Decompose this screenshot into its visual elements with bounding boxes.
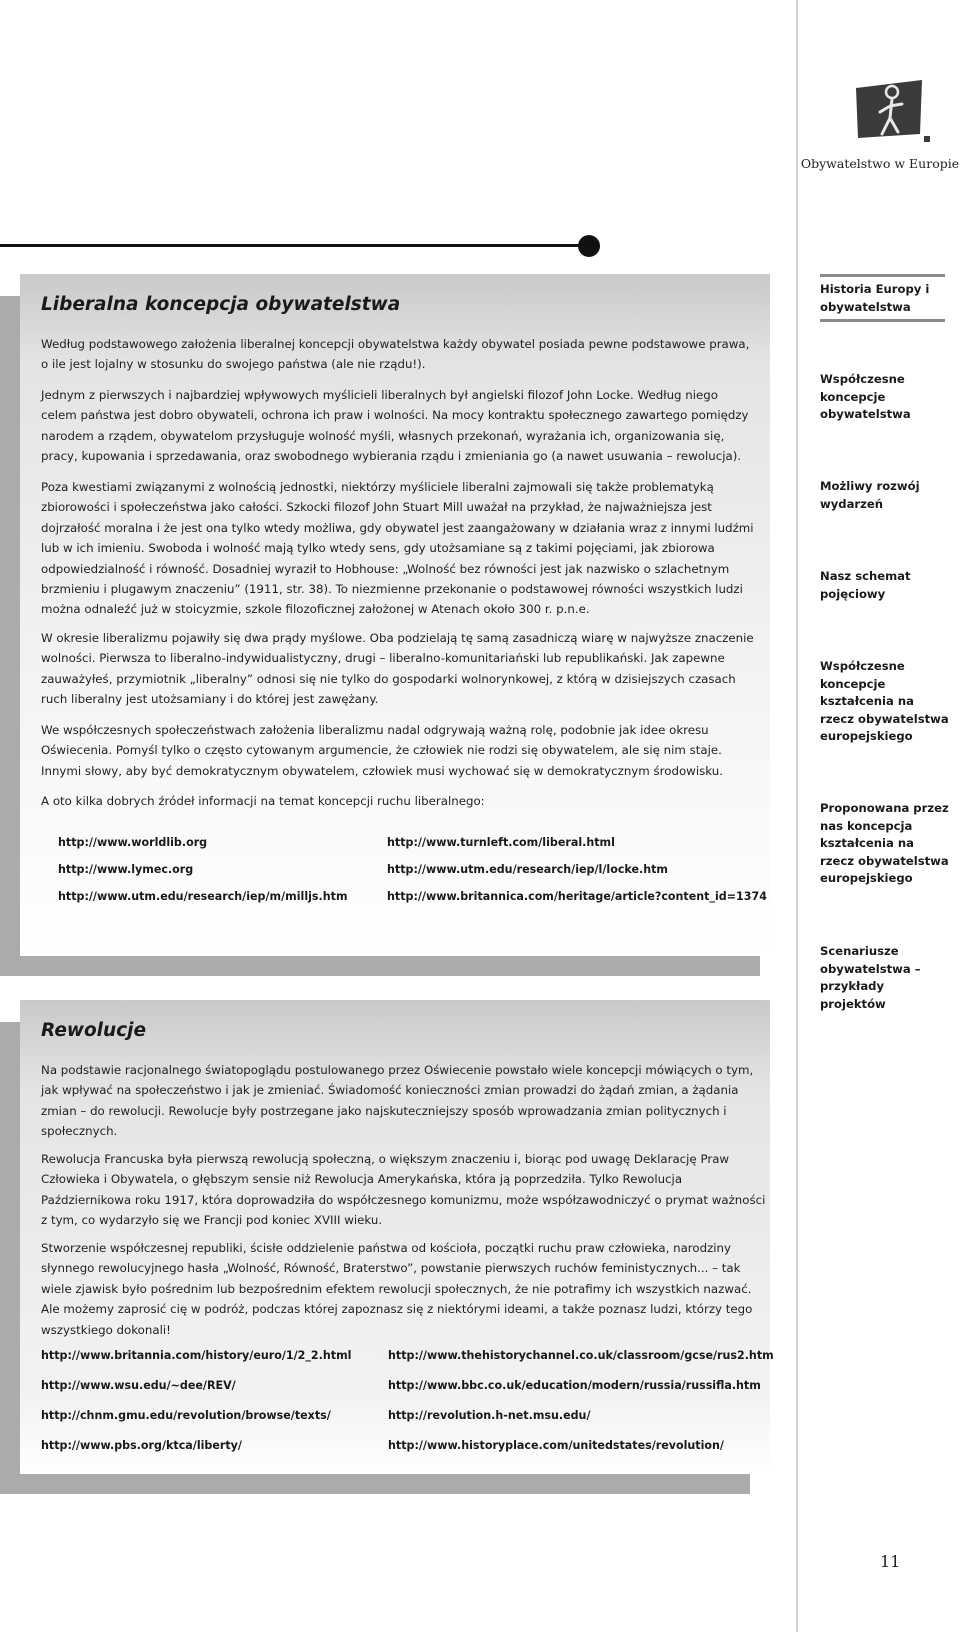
- brand-title: Obywatelstwo w Europie: [800, 156, 960, 171]
- sidebar-active-rule-top: [820, 274, 945, 277]
- paragraph: W okresie liberalizmu pojawiły się dwa prądy myślowe. Oba podzielają tę samą zasadniczą wiarę w najwyższe znaczenie wolności. Pierwsza to liberalno-indywidualistyczny, drugi – liberalno-komunitariański lub republikański. Jak zapewne zauważyłeś, przymiotnik „liberalny” odnosi się nie tylko do gospodarki wolnorynkowej, z którą w dzisiejszych czasach ruch liberalny jest utożsamiany i do której jest zawężany.: [41, 631, 754, 707]
- sidebar-item-education-concepts[interactable]: Współczesne koncepcje kształcenia na rzecz obywatelstwa europejskiego: [820, 659, 949, 744]
- margin-divider-line: [796, 0, 798, 1632]
- sidebar-item-proposed-concept[interactable]: Proponowana przez nas koncepcja kształcenia na rzecz obywatelstwa europejskiego: [820, 801, 949, 886]
- resource-link[interactable]: http://www.britannia.com/history/euro/1/2_2.html: [41, 1349, 352, 1362]
- resource-link[interactable]: http://www.turnleft.com/liberal.html: [387, 836, 615, 849]
- resource-link[interactable]: http://www.bbc.co.uk/education/modern/russia/russifla.htm: [388, 1379, 761, 1392]
- paragraph: Według podstawowego założenia liberalnej koncepcji obywatelstwa każdy obywatel posiada pewne podstawowe prawa, o ile jest lojalny w stosunku do swojego państwa (ale nie rządu!).: [41, 337, 750, 372]
- liberal-citizenship-panel: [20, 274, 770, 956]
- resource-link[interactable]: http://www.utm.edu/research/iep/l/locke.htm: [387, 863, 668, 876]
- resource-link[interactable]: http://www.lymec.org: [58, 863, 194, 876]
- section-rule: [0, 244, 580, 247]
- sidebar-item-conceptual-scheme[interactable]: Nasz schemat pojęciowy: [820, 569, 911, 601]
- resource-link[interactable]: http://www.worldlib.org: [58, 836, 208, 849]
- sidebar-item-history[interactable]: Historia Europy i obywatelstwa: [820, 282, 930, 314]
- paragraph: Stworzenie współczesnej republiki, ścisłe oddzielenie państwa od kościoła, początki ruchu praw człowieka, narodziny słynnego rewolucyjnego hasła „Wolność, Równość, Braterstwo”, powstanie pierwszych ruchów feministycznych... – tak wiele zjawisk było pośrednim lub bezpośrednim efektem rewolucji społecznych, że nie potrafimy ich wszystkich nazwać. Ale możemy zaprosić cię w podróż, podczas której zapoznasz się z niektórymi ideami, a także poznasz ludzi, którzy tego wszystkiego dokonali!: [41, 1241, 753, 1337]
- resource-link[interactable]: http://chnm.gmu.edu/revolution/browse/texts/: [41, 1409, 331, 1422]
- resource-link[interactable]: http://www.thehistorychannel.co.uk/classroom/gcse/rus2.htm: [388, 1349, 774, 1362]
- page-number: 11: [880, 1552, 901, 1571]
- section-title: Rewolucje: [41, 1020, 147, 1041]
- section-title: Liberalna koncepcja obywatelstwa: [41, 294, 401, 315]
- paragraph: A oto kilka dobrych źródeł informacji na temat koncepcji ruchu liberalnego:: [41, 794, 485, 808]
- section-rule-dot: [578, 235, 600, 257]
- citizenship-logo-icon: [854, 78, 934, 144]
- paragraph: Na podstawie racjonalnego światopoglądu postulowanego przez Oświecenie powstało wiele koncepcji mówiących o tym, jak wpływać na społeczeństwo i jak je zmieniać. Świadomość konieczności zmian prowadzi do żądań zmian, a żądania zmian – do rewolucji. Rewolucje były postrzegane jako najskuteczniejszy sposób wprowadzania zmian politycznych i społecznych.: [41, 1063, 754, 1139]
- paragraph: Jednym z pierwszych i najbardziej wpływowych myślicieli liberalnych był angielski filozof John Locke. Według niego celem państwa jest dobro obywateli, ochrona ich praw i wolności. Na mocy kontraktu społecznego zawartego pomiędzy narodem a rządem, obywatelom przysługuje wolność myśli, własnych przekonań, wyrażania ich, organizowania się, pracy, kupowania i sprzedawania, oraz swobodnego wybierania rządu i zmieniania go (a nawet usuwania – rewolucja).: [41, 388, 749, 464]
- sidebar-item-scenarios[interactable]: Scenariusze obywatelstwa – przykłady projektów: [820, 944, 921, 1011]
- resource-link[interactable]: http://www.wsu.edu/~dee/REV/: [41, 1379, 236, 1392]
- resource-link[interactable]: http://www.utm.edu/research/iep/m/milljs.htm: [58, 890, 348, 903]
- sidebar-active-rule-bottom: [820, 319, 945, 322]
- resource-link[interactable]: http://www.britannica.com/heritage/article?content_id=1374: [387, 890, 767, 903]
- paragraph: Rewolucja Francuska była pierwszą rewolucją społeczną, o większym znaczeniu i, biorąc pod uwagę Deklarację Praw Człowieka i Obywatela, o głębszym sensie niż Rewolucja Amerykańska, która ją poprzedziła. Tylko Rewolucja Październikowa roku 1917, która doprowadziła do współczesnego komunizmu, może współzawodniczyć o prymat ważności z tym, co wydarzyło się we Francji pod koniec XVIII wieku.: [41, 1152, 766, 1228]
- resource-link[interactable]: http://www.pbs.org/ktca/liberty/: [41, 1439, 242, 1452]
- revolutions-panel: [20, 1000, 774, 1474]
- paragraph: Poza kwestiami związanymi z wolnością jednostki, niektórzy myśliciele liberalni zajmowali się także problematyką zbiorowości i społeczeństwa jako całości. Szkocki filozof John Stuart Mill uważał na przykład, że najważniejsza jest dojrzałość moralna i że jest ona tylko wtedy możliwa, gdy obywatel jest zaangażowany w działania wraz z innymi ludźmi lub w ich imieniu. Swoboda i wolność mają tylko wtedy sens, gdy utożsamiane są z takimi pojęciami, jak zbiorowa odpowiedzialność i równość. Dosadniej wyraził to Hobhouse: „Wolność bez równości jest jak nazwisko o szlachetnym brzmieniu i plugawym znaczeniu” (1911, str. 38). To niezmienne przekonanie o podstawowej równości wszystkich ludzi można odnaleźć już w stoicyzmie, szkole filozoficznej założonej w Atenach około 300 r. p.n.e.: [41, 480, 754, 617]
- resource-link[interactable]: http://www.historyplace.com/unitedstates/revolution/: [388, 1439, 724, 1452]
- paragraph: We współczesnych społeczeństwach założenia liberalizmu nadal odgrywają ważną rolę, podobnie jak idee okresu Oświecenia. Pomyśl tylko o często cytowanym argumencie, że człowiek nie rodzi się obywatelem, ale się nim staje. Innymi słowy, aby być demokratycznym obywatelem, człowiek musi wychować się w demokratycznym środowisku.: [41, 723, 723, 778]
- resource-link[interactable]: http://revolution.h-net.msu.edu/: [388, 1409, 591, 1422]
- sidebar-item-possible-developments[interactable]: Możliwy rozwój wydarzeń: [820, 479, 920, 511]
- sidebar-item-contemporary-concepts[interactable]: Współczesne koncepcje obywatelstwa: [820, 372, 911, 422]
